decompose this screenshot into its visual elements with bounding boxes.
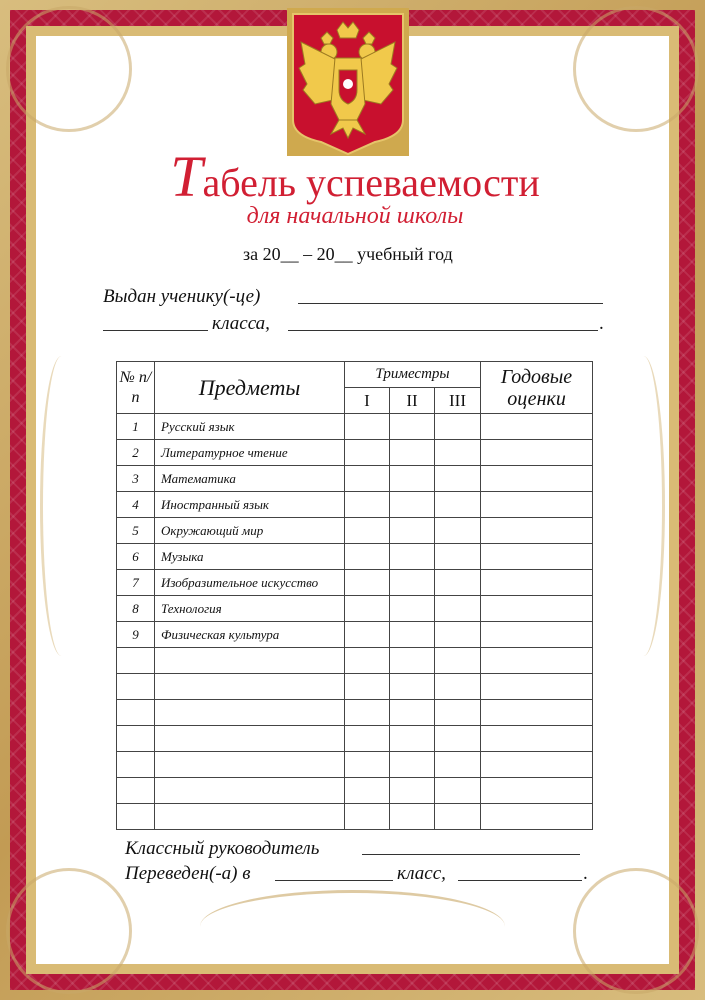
trimester-3-grade-cell[interactable] bbox=[435, 596, 481, 622]
trimesters-header: Триместры bbox=[345, 362, 481, 388]
row-subject: Литературное чтение bbox=[155, 440, 345, 466]
row-number: 5 bbox=[117, 518, 155, 544]
row-subject bbox=[155, 648, 345, 674]
trimester-1-grade-cell[interactable] bbox=[345, 492, 390, 518]
trimester-3-grade-cell[interactable] bbox=[435, 492, 481, 518]
annual-grade-cell[interactable] bbox=[481, 518, 593, 544]
trimester-2-grade-cell[interactable] bbox=[390, 622, 435, 648]
annual-grade-cell[interactable] bbox=[481, 622, 593, 648]
trimester-3-grade-cell[interactable] bbox=[435, 414, 481, 440]
trimester-2-grade-cell[interactable] bbox=[390, 414, 435, 440]
trimester-1-grade-cell[interactable] bbox=[345, 544, 390, 570]
trimester-1-grade-cell[interactable] bbox=[345, 804, 390, 830]
trimester-3-grade-cell[interactable] bbox=[435, 648, 481, 674]
annual-grade-cell[interactable] bbox=[481, 674, 593, 700]
row-number: 9 bbox=[117, 622, 155, 648]
trimester-3-grade-cell[interactable] bbox=[435, 674, 481, 700]
number-header: № п/п bbox=[117, 362, 155, 414]
trimester-1-grade-cell[interactable] bbox=[345, 752, 390, 778]
trimester-3-grade-cell[interactable] bbox=[435, 726, 481, 752]
trimester-2-grade-cell[interactable] bbox=[390, 700, 435, 726]
issued-to-label: Выдан ученику(-це) bbox=[103, 286, 261, 307]
trimester-3-grade-cell[interactable] bbox=[435, 778, 481, 804]
transfer-note-line[interactable] bbox=[458, 880, 582, 881]
table-row bbox=[117, 518, 593, 544]
annual-grade-cell[interactable] bbox=[481, 752, 593, 778]
document-subtitle: для начальной школы bbox=[246, 203, 464, 229]
annual-grade-cell[interactable] bbox=[481, 492, 593, 518]
trimester-3-grade-cell[interactable] bbox=[435, 440, 481, 466]
row-number bbox=[117, 752, 155, 778]
table-row bbox=[117, 726, 593, 752]
annual-grade-cell[interactable] bbox=[481, 804, 593, 830]
row-number bbox=[117, 726, 155, 752]
table-row bbox=[117, 622, 593, 648]
row-number: 8 bbox=[117, 596, 155, 622]
class-number-line[interactable] bbox=[103, 330, 208, 331]
trimester-2-grade-cell[interactable] bbox=[390, 544, 435, 570]
transferred-label: Переведен(-а) в bbox=[125, 863, 251, 884]
academic-year-line: за 20__ – 20__ учебный год bbox=[243, 244, 453, 264]
row-subject: Математика bbox=[155, 466, 345, 492]
title-text: абель успеваемости bbox=[202, 160, 540, 205]
row-subject: Физическая культура bbox=[155, 622, 345, 648]
trimester-2-grade-cell[interactable] bbox=[390, 492, 435, 518]
table-row bbox=[117, 778, 593, 804]
row-subject bbox=[155, 778, 345, 804]
annual-grade-cell[interactable] bbox=[481, 778, 593, 804]
annual-grade-cell[interactable] bbox=[481, 544, 593, 570]
trimester-1-grade-cell[interactable] bbox=[345, 570, 390, 596]
class-teacher-line[interactable] bbox=[362, 854, 580, 855]
table-row bbox=[117, 440, 593, 466]
trimester-3-grade-cell[interactable] bbox=[435, 752, 481, 778]
school-name-line[interactable] bbox=[288, 330, 598, 331]
class-label: класса, bbox=[212, 313, 270, 334]
row-subject bbox=[155, 804, 345, 830]
grades-table bbox=[116, 361, 593, 830]
table-row bbox=[117, 492, 593, 518]
trimester-3-grade-cell[interactable] bbox=[435, 622, 481, 648]
row-number: 7 bbox=[117, 570, 155, 596]
row-subject bbox=[155, 700, 345, 726]
title-capital-letter: Т bbox=[170, 144, 203, 209]
row-subject bbox=[155, 674, 345, 700]
row-number bbox=[117, 804, 155, 830]
row-number bbox=[117, 778, 155, 804]
row-subject: Музыка bbox=[155, 544, 345, 570]
corner-ornament-top-left bbox=[6, 6, 132, 132]
row-number: 3 bbox=[117, 466, 155, 492]
footer-class-label: класс, bbox=[397, 863, 446, 884]
row-subject bbox=[155, 726, 345, 752]
class-teacher-label: Классный руководитель bbox=[125, 838, 320, 859]
table-row bbox=[117, 596, 593, 622]
table-row bbox=[117, 674, 593, 700]
annual-grade-cell[interactable] bbox=[481, 440, 593, 466]
annual-grade-cell[interactable] bbox=[481, 726, 593, 752]
trimester-2-grade-cell[interactable] bbox=[390, 596, 435, 622]
trimester-2-grade-cell[interactable] bbox=[390, 648, 435, 674]
footer-period-mark: . bbox=[583, 863, 588, 884]
trimester-3-grade-cell[interactable] bbox=[435, 570, 481, 596]
annual-grade-cell[interactable] bbox=[481, 648, 593, 674]
row-number bbox=[117, 700, 155, 726]
trimester-1-grade-cell[interactable] bbox=[345, 674, 390, 700]
bottom-ornament bbox=[200, 890, 505, 963]
trimester-3-grade-cell[interactable] bbox=[435, 804, 481, 830]
trimester-2-grade-cell[interactable] bbox=[390, 752, 435, 778]
row-number: 1 bbox=[117, 414, 155, 440]
table-row bbox=[117, 414, 593, 440]
right-side-ornament bbox=[622, 356, 665, 656]
trimester-1-grade-cell[interactable] bbox=[345, 700, 390, 726]
trimester-1-grade-cell[interactable] bbox=[345, 596, 390, 622]
trimester-2-grade-cell[interactable] bbox=[390, 804, 435, 830]
row-number: 6 bbox=[117, 544, 155, 570]
trimester-2-grade-cell[interactable] bbox=[390, 570, 435, 596]
trimester-1-grade-cell[interactable] bbox=[345, 726, 390, 752]
trimester-1-grade-cell[interactable] bbox=[345, 440, 390, 466]
left-side-ornament bbox=[40, 356, 83, 656]
row-number: 2 bbox=[117, 440, 155, 466]
next-class-line[interactable] bbox=[275, 880, 393, 881]
russian-coat-of-arms-icon bbox=[287, 8, 409, 156]
trimester-2-grade-cell[interactable] bbox=[390, 466, 435, 492]
corner-ornament-bottom-left bbox=[6, 868, 132, 994]
annual-grade-cell[interactable] bbox=[481, 570, 593, 596]
trimester-2-grade-cell[interactable] bbox=[390, 726, 435, 752]
trimester-1-grade-cell[interactable] bbox=[345, 518, 390, 544]
row-subject: Русский язык bbox=[155, 414, 345, 440]
trimester-2-grade-cell[interactable] bbox=[390, 674, 435, 700]
row-subject: Иностранный язык bbox=[155, 492, 345, 518]
row-subject bbox=[155, 752, 345, 778]
row-number: 4 bbox=[117, 492, 155, 518]
trimester-3-grade-cell[interactable] bbox=[435, 466, 481, 492]
trimester-1-grade-cell[interactable] bbox=[345, 466, 390, 492]
table-row bbox=[117, 570, 593, 596]
corner-ornament-bottom-right bbox=[573, 868, 699, 994]
trimester-1-grade-cell[interactable] bbox=[345, 778, 390, 804]
trimester-1-grade-cell[interactable] bbox=[345, 622, 390, 648]
row-number bbox=[117, 648, 155, 674]
trimester-3-grade-cell[interactable] bbox=[435, 518, 481, 544]
table-row bbox=[117, 804, 593, 830]
table-row bbox=[117, 466, 593, 492]
trimester-3-grade-cell[interactable] bbox=[435, 700, 481, 726]
row-number bbox=[117, 674, 155, 700]
annual-grade-cell[interactable] bbox=[481, 414, 593, 440]
document-title bbox=[130, 144, 580, 209]
trimester-1-grade-cell[interactable] bbox=[345, 648, 390, 674]
annual-grade-cell[interactable] bbox=[481, 700, 593, 726]
subjects-header: Предметы bbox=[155, 362, 345, 414]
table-row bbox=[117, 700, 593, 726]
trimester-1-header: I bbox=[345, 388, 390, 414]
trimester-3-grade-cell[interactable] bbox=[435, 544, 481, 570]
trimester-3-header: III bbox=[435, 388, 481, 414]
table-row bbox=[117, 648, 593, 674]
student-name-line[interactable] bbox=[298, 303, 603, 304]
row-subject: Технология bbox=[155, 596, 345, 622]
row-subject: Окружающий мир bbox=[155, 518, 345, 544]
trimester-1-grade-cell[interactable] bbox=[345, 414, 390, 440]
grades-table-body bbox=[117, 414, 593, 830]
table-row bbox=[117, 752, 593, 778]
trimester-2-grade-cell[interactable] bbox=[390, 518, 435, 544]
trimester-2-grade-cell[interactable] bbox=[390, 778, 435, 804]
annual-grades-header: Годовые оценки bbox=[481, 362, 593, 414]
trimester-2-grade-cell[interactable] bbox=[390, 440, 435, 466]
annual-grade-cell[interactable] bbox=[481, 466, 593, 492]
annual-grade-cell[interactable] bbox=[481, 596, 593, 622]
corner-ornament-top-right bbox=[573, 6, 699, 132]
trimester-2-header: II bbox=[390, 388, 435, 414]
table-row bbox=[117, 544, 593, 570]
period-mark: . bbox=[599, 313, 604, 334]
row-subject: Изобразительное искусство bbox=[155, 570, 345, 596]
